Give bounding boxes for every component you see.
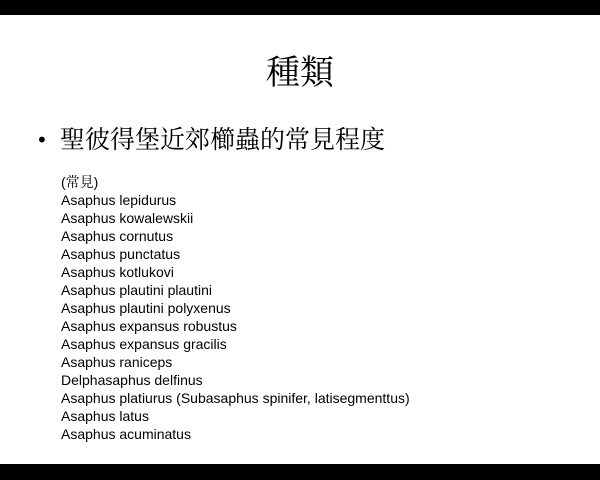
species-item: Asaphus raniceps	[61, 354, 173, 370]
species-item: Asaphus kowalewskii	[61, 210, 194, 226]
slide-title: 種類	[266, 53, 334, 93]
species-item: Asaphus expansus robustus	[61, 318, 237, 334]
species-item: Asaphus plautini polyxenus	[61, 300, 231, 316]
species-item: Asaphus acuminatus	[61, 426, 191, 442]
species-item: Asaphus plautini plautini	[61, 282, 212, 298]
bullet-item	[36, 123, 385, 157]
species-item: Asaphus punctatus	[61, 246, 181, 262]
frequency-label: (常見)	[61, 174, 99, 190]
species-item: Delphasaphus delfinus	[61, 372, 203, 388]
species-item: Asaphus expansus gracilis	[61, 336, 227, 352]
species-item: Asaphus kotlukovi	[61, 264, 174, 280]
species-list	[61, 173, 410, 443]
bullet-marker: •	[36, 128, 48, 152]
species-item: Asaphus lepidurus	[61, 192, 177, 208]
slide	[0, 15, 600, 464]
species-item: Asaphus cornutus	[61, 228, 174, 244]
species-item: Asaphus latus	[61, 408, 149, 424]
species-item: Asaphus platiurus (Subasaphus spinifer, latisegmenttus)	[61, 390, 410, 406]
bullet-text: 聖彼得堡近郊櫛蟲的常見程度	[60, 125, 386, 154]
